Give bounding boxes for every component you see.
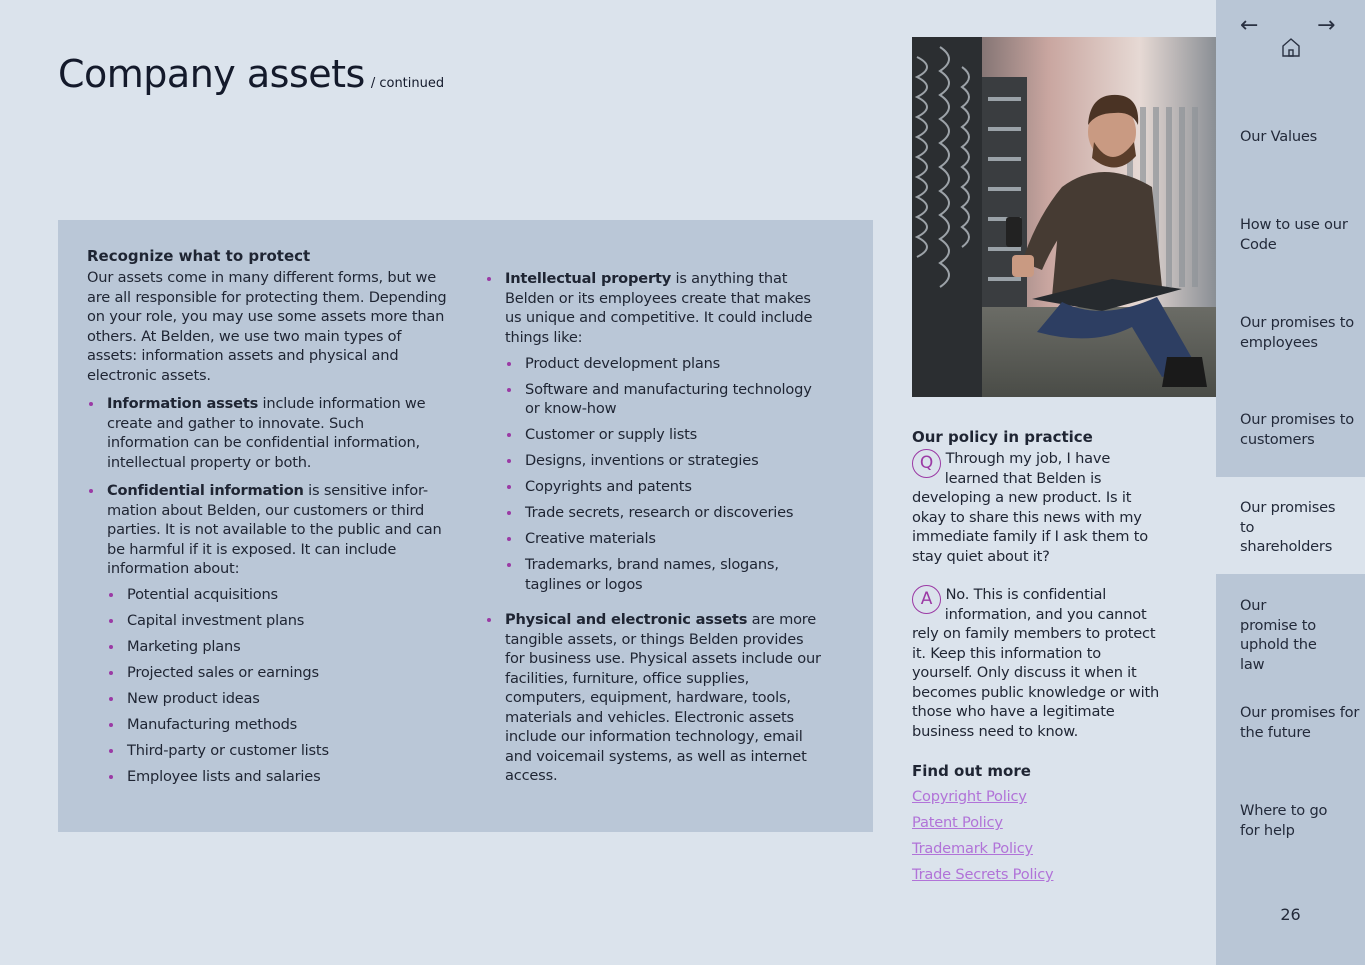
list-item-information-assets	[87, 394, 449, 472]
patent-policy-link[interactable]: Patent Policy	[912, 814, 1003, 831]
list-item: Software and manufacturing technology or know-how	[505, 380, 825, 419]
page-title	[58, 52, 444, 96]
question-text: Through my job, I have learned that Belden is developing a new product. Is it okay to share this news with my immediate family if I ask them to stay quiet about it?	[912, 450, 1149, 565]
sidebar-nav	[1216, 0, 1365, 965]
list-item: Marketing plans	[107, 637, 449, 657]
continued-label: / continued	[370, 76, 445, 91]
sidebar-item-customers[interactable]: Our promises to customers	[1240, 411, 1354, 448]
asset-types-list-2	[485, 269, 825, 786]
answer-badge-icon: A	[912, 585, 941, 614]
term: Physical and electronic assets	[505, 611, 748, 628]
list-item: Creative materials	[505, 529, 825, 549]
list-item-confidential-information	[87, 481, 449, 787]
list-item: Trademarks, brand names, slogans, taglines or logos	[505, 555, 825, 594]
list-item: Product development plans	[505, 354, 825, 374]
sidebar-item-how-to-use[interactable]: How to use our Code	[1240, 216, 1348, 253]
answer-block	[912, 585, 1162, 741]
intro-paragraph: Our assets come in many different forms, but we are all responsible for protecting them. Depending on your role, you may use some assets more than others. At Belden, we use two main types of assets: information assets and physical and electronic assets.	[87, 269, 447, 384]
list-item: New product ideas	[107, 689, 449, 709]
answer-text: No. This is confidential information, and you cannot rely on family members to protect it. Keep this information to yourself. Only discuss it when it becomes public knowledge or with those who have a legitimate business need to know.	[912, 586, 1160, 740]
term-text: is sensitive infor-mation about Belden, our customers or third parties. It is not available to the public and can be harmful if it is exposed. It can include information about:	[107, 482, 442, 577]
technician-photo	[912, 37, 1216, 397]
sidebar-item-shareholders[interactable]: Our promises to shareholders	[1216, 477, 1365, 574]
list-item: Customer or supply lists	[505, 425, 825, 445]
question-badge-icon: Q	[912, 449, 941, 478]
technician-illustration	[912, 37, 1216, 397]
term-text: include information we create and gather to innovate. Such information can be confidential information, intellectual property or both.	[107, 395, 426, 471]
list-item: Designs, inventions or strategies	[505, 451, 825, 471]
trade-secrets-policy-link[interactable]: Trade Secrets Policy	[912, 866, 1054, 883]
find-out-more	[912, 762, 1162, 888]
confidential-items-list	[107, 585, 449, 787]
question-block	[912, 449, 1162, 566]
sidebar-item-our-values[interactable]: Our Values	[1240, 128, 1318, 145]
sidebar-item-help[interactable]: Where to go for help	[1240, 802, 1328, 839]
page-number: 26	[1280, 905, 1301, 924]
term-text: are more tangible assets, or things Belden provides for business use. Physical assets include our facilities, furniture, office supplies, computers, equipment, hardware, tools, materials and vehicles. Electronic assets include our information technology, email and voicemail systems, as well as internet access.	[505, 611, 821, 784]
page-title-text: Company assets	[58, 52, 365, 96]
list-item: Employee lists and salaries	[107, 767, 449, 787]
list-item-intellectual-property	[485, 269, 825, 594]
asset-types-list	[87, 394, 449, 787]
term-text: is anything that Belden or its employees create that makes us unique and competitive. It could include things like:	[505, 270, 813, 346]
panel-right-column	[485, 269, 825, 786]
list-item-physical-electronic-assets	[485, 610, 825, 786]
list-item: Projected sales or earnings	[107, 663, 449, 683]
term: Information assets	[107, 395, 259, 412]
assets-panel	[58, 220, 873, 832]
policy-in-practice	[912, 428, 1162, 741]
back-arrow-icon[interactable]: ←	[1240, 13, 1259, 38]
sidebar-item-employees[interactable]: Our promises to employees	[1240, 314, 1354, 351]
trademark-policy-link[interactable]: Trademark Policy	[912, 840, 1033, 857]
find-more-heading: Find out more	[912, 762, 1031, 780]
sidebar-item-future[interactable]: Our promises for the future	[1240, 704, 1360, 741]
list-item: Manufacturing methods	[107, 715, 449, 735]
copyright-policy-link[interactable]: Copyright Policy	[912, 788, 1027, 805]
panel-left-column	[87, 246, 449, 787]
list-item: Third-party or customer lists	[107, 741, 449, 761]
home-icon[interactable]	[1279, 35, 1303, 59]
sidebar-item-uphold-law[interactable]: Our promise to uphold the law	[1240, 597, 1317, 673]
list-item: Copyrights and patents	[505, 477, 825, 497]
ip-items-list	[505, 354, 825, 595]
policy-heading: Our policy in practice	[912, 428, 1093, 446]
section-heading: Recognize what to protect	[87, 247, 311, 265]
forward-arrow-icon[interactable]: →	[1317, 13, 1336, 38]
term: Intellectual property	[505, 270, 672, 287]
list-item: Capital investment plans	[107, 611, 449, 631]
term: Confidential information	[107, 482, 304, 499]
list-item: Potential acquisitions	[107, 585, 449, 605]
list-item: Trade secrets, research or discoveries	[505, 503, 825, 523]
